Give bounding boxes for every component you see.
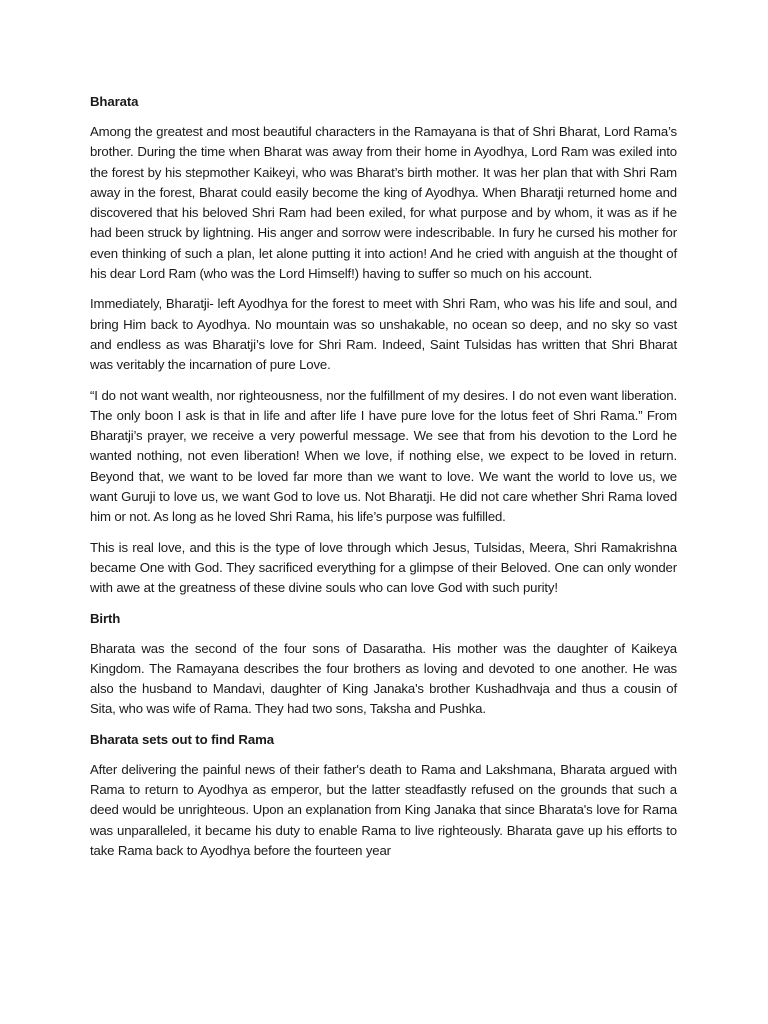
paragraph: Among the greatest and most beautiful characters in the Ramayana is that of Shri Bharat, Lord Rama’s brother. During the time when Bharat was away from their home in Ayodhya, Lord Ram was exiled into the forest by his stepmother Kaikeyi, who was Bharat’s birth mother. It was her plan that with Shri Ram away in the forest, Bharat could easily become the king of Ayodhya. When Bharatji returned home and discovered that his beloved Shri Ram had been exiled, for what purpose and by whom, it was as if he had been struck by lightning. His anger and sorrow were indescribable. In fury he cursed his mother for even thinking of such a plan, let alone putting it into action! And he cried with anguish at the thought of his dear Lord Ram (who was the Lord Himself!) having to suffer so much on his account. <box>90 124 677 282</box>
paragraph: Immediately, Bharatji- left Ayodhya for the forest to meet with Shri Ram, who was his life and soul, and bring Him back to Ayodhya. No mountain was so unshakable, no ocean so deep, and no sky so vast and endless as was Bharatji’s love for Shri Ram. Indeed, Saint Tulsidas has written that Shri Bharat was veritably the incarnation of pure Love. <box>90 296 677 373</box>
paragraph: “I do not want wealth, nor righteousness, nor the fulfillment of my desires. I do not even want liberation. The only boon I ask is that in life and after life I have pure love for the lotus feet of Shri Rama.” From Bharatji’s prayer, we receive a very powerful message. We see that from his devotion to the Lord he wanted nothing, not even liberation! When we love, if nothing else, we expect to be loved in return. Beyond that, we want to be loved far more than we want to love. We want the world to love us, we want Guruji to love us, we want God to love us. Not Bharatji. He did not care whether Shri Rama loved him or not. As long as he loved Shri Rama, his life’s purpose was fulfilled. <box>90 387 677 525</box>
paragraph: Bharata was the second of the four sons of Dasaratha. His mother was the daughter of Kaikeya Kingdom. The Ramayana describes the four brothers as loving and devoted to one another. He was also the husband to Mandavi, daughter of King Janaka's brother Kushadhvaja and thus a cousin of Sita, who was wife of Rama. They had two sons, Taksha and Pushka. <box>90 640 677 717</box>
section-heading-bharata-sets-out: Bharata sets out to find Rama <box>90 731 274 747</box>
paragraph: This is real love, and this is the type of love through which Jesus, Tulsidas, Meera, Shri Ramakrishna became One with God. They sacrificed everything for a glimpse of their Beloved. One can only wonder with awe at the greatness of these divine souls who can love God with such purity! <box>90 539 677 596</box>
document-page <box>90 92 677 871</box>
paragraph: After delivering the painful news of their father's death to Rama and Lakshmana, Bharata argued with Rama to return to Ayodhya as emperor, but the latter steadfastly refused on the grounds that such a deed would be unrighteous. Upon an explanation from King Janaka that since Bharata's love for Rama was unparalleled, it became his duty to enable Rama to live righteously. Bharata gave up his efforts to take Rama back to Ayodhya before the fourteen year <box>90 761 677 858</box>
section-heading-bharata: Bharata <box>90 94 139 109</box>
section-heading-birth: Birth <box>90 610 121 626</box>
